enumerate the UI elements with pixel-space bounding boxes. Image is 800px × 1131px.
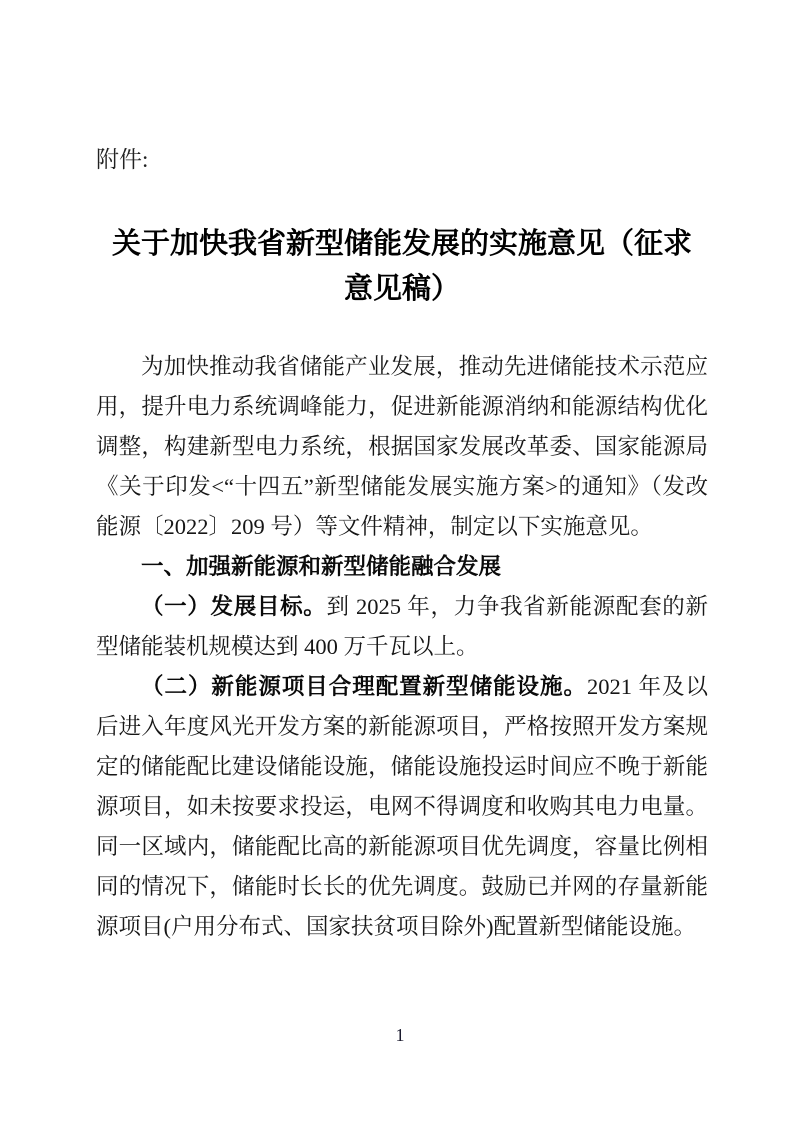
item-1-text: 到 2025 年，力争我省新能源配套的新型储能装机规模达到 400 万千瓦以上。 (96, 594, 708, 659)
paragraph-item-1 (96, 587, 708, 667)
item-1-lead: （一）发展目标。 (141, 594, 327, 619)
attachment-label: 附件: (96, 147, 149, 172)
document-title: 关于加快我省新型储能发展的实施意见（征求意见稿） (111, 228, 692, 305)
item-2-lead: （二）新能源项目合理配置新型储能设施。 (141, 674, 587, 699)
section-1-heading: 一、加强新能源和新型储能融合发展 (141, 554, 502, 579)
item-2-text: 2021 年及以后进入年度风光开发方案的新能源项目，严格按照开发方案规定的储能配比建设储能设施，储能设施投运时间应不晚于新能源项目，如未按要求投运，电网不得调度和收购其电力电量。同一区域内，储能配比高的新能源项目优先调度，容量比例相同的情况下，储能时长长的优先调度。鼓励已并网的存量新能源项目(户用分布式、国家扶贫项目除外)配置新型储能设施。 (96, 674, 708, 939)
page-number: 1 (395, 1025, 405, 1045)
paragraph-intro: 为加快推动我省储能产业发展，推动先进储能技术示范应用，提升电力系统调峰能力，促进新能源消纳和能源结构优化调整，构建新型电力系统，根据国家发展改革委、国家能源局《关于印发<“十四五”新型储能发展实施方案>的通知》（发改能源〔2022〕209 号）等文件精神，制定以下实施意见。 (96, 354, 708, 539)
paragraph-item-2 (96, 667, 708, 947)
document-body (96, 347, 708, 947)
